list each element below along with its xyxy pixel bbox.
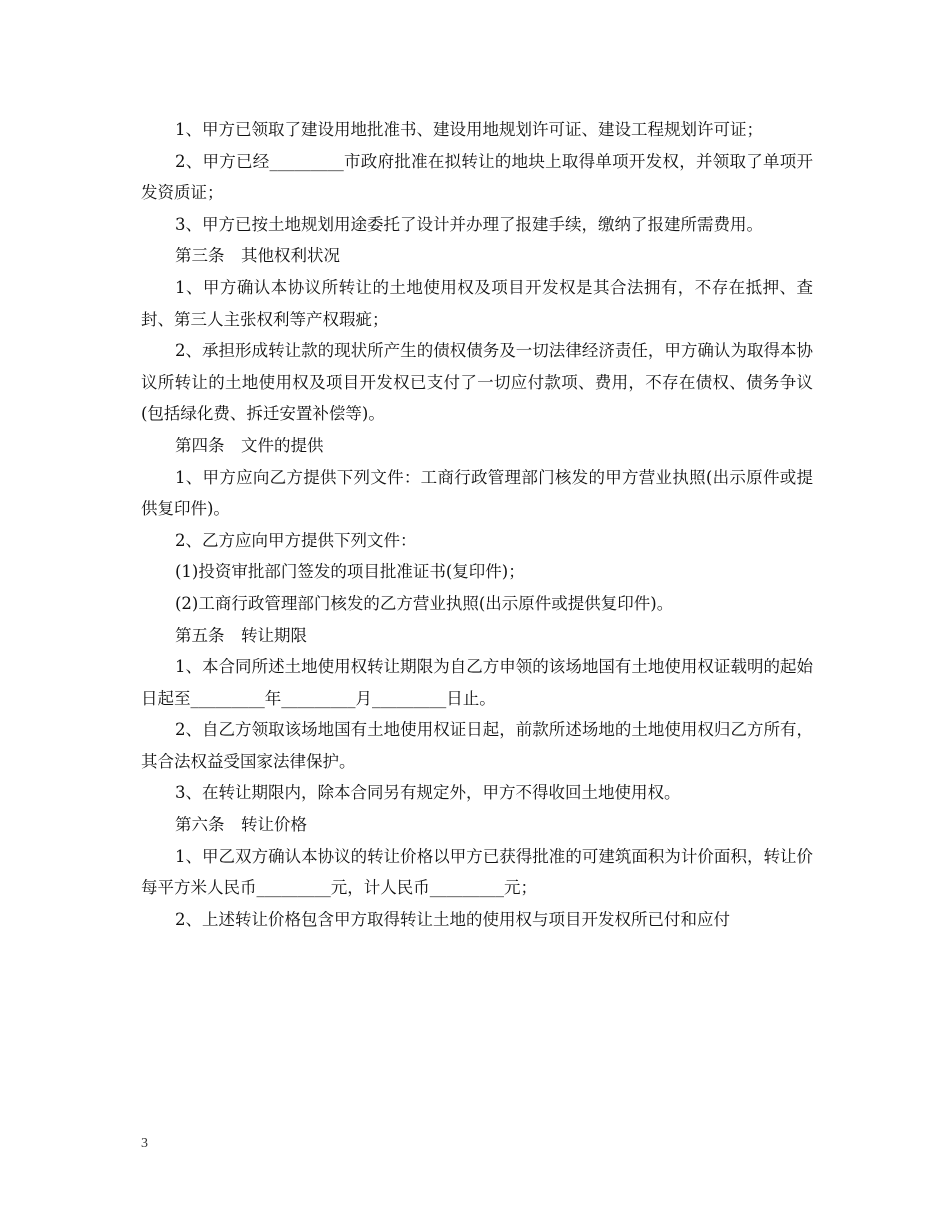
paragraph: 1、甲乙双方确认本协议的转让价格以甲方已获得批准的可建筑面积为计价面积，转让价每平方米人民币_________元，计人民币_________元；	[141, 846, 813, 898]
section-heading: 第五条 转让期限	[175, 625, 307, 645]
paragraph: 2、自乙方领取该场地国有土地使用权证日起，前款所述场地的土地使用权归乙方所有，其合法权益受国家法律保护。	[141, 720, 813, 771]
section-heading: 第三条 其他权利状况	[175, 246, 340, 266]
paragraph: 2、上述转让价格包含甲方取得转让土地的使用权与项目开发权所已付和应付	[175, 909, 730, 929]
paragraph: (2)工商行政管理部门核发的乙方营业执照(出示原件或提供复印件)。	[175, 593, 674, 613]
paragraph: 1、本合同所述土地使用权转让期限为自乙方申领的该场地国有土地使用权证载明的起始日起至_________年_________月_________日止。	[141, 657, 813, 708]
paragraph: 2、乙方应向甲方提供下列文件：	[175, 530, 417, 550]
paragraph: 2、甲方已经_________市政府批准在拟转让的地块上取得单项开发权，并领取了单项开发资质证；	[141, 151, 813, 203]
paragraph: 1、甲方已领取了建设用地批准书、建设用地规划许可证、建设工程规划许可证；	[175, 120, 763, 139]
section-heading: 第六条 转让价格	[175, 815, 307, 835]
paragraph: 1、甲方确认本协议所转让的土地使用权及项目开发权是其合法拥有，不存在抵押、查封、第三人主张权利等产权瑕疵；	[141, 277, 813, 329]
paragraph: 3、在转让期限内，除本合同另有规定外，甲方不得收回土地使用权。	[175, 783, 681, 803]
document-body	[141, 114, 813, 935]
paragraph: 1、甲方应向乙方提供下列文件：工商行政管理部门核发的甲方营业执照(出示原件或提供复印件)。	[141, 467, 813, 519]
paragraph: (1)投资审批部门签发的项目批准证书(复印件)；	[175, 562, 525, 582]
paragraph: 2、承担形成转让款的现状所产生的债权债务及一切法律经济责任，甲方确认为取得本协议所转让的土地使用权及项目开发权已支付了一切应付款项、费用，不存在债权、债务争议(包括绿化费、拆迁安置补偿等)。	[141, 341, 813, 424]
page-number: 3	[141, 1136, 148, 1151]
paragraph: 3、甲方已按土地规划用途委托了设计并办理了报建手续，缴纳了报建所需费用。	[175, 214, 763, 234]
section-heading: 第四条 文件的提供	[175, 435, 324, 455]
